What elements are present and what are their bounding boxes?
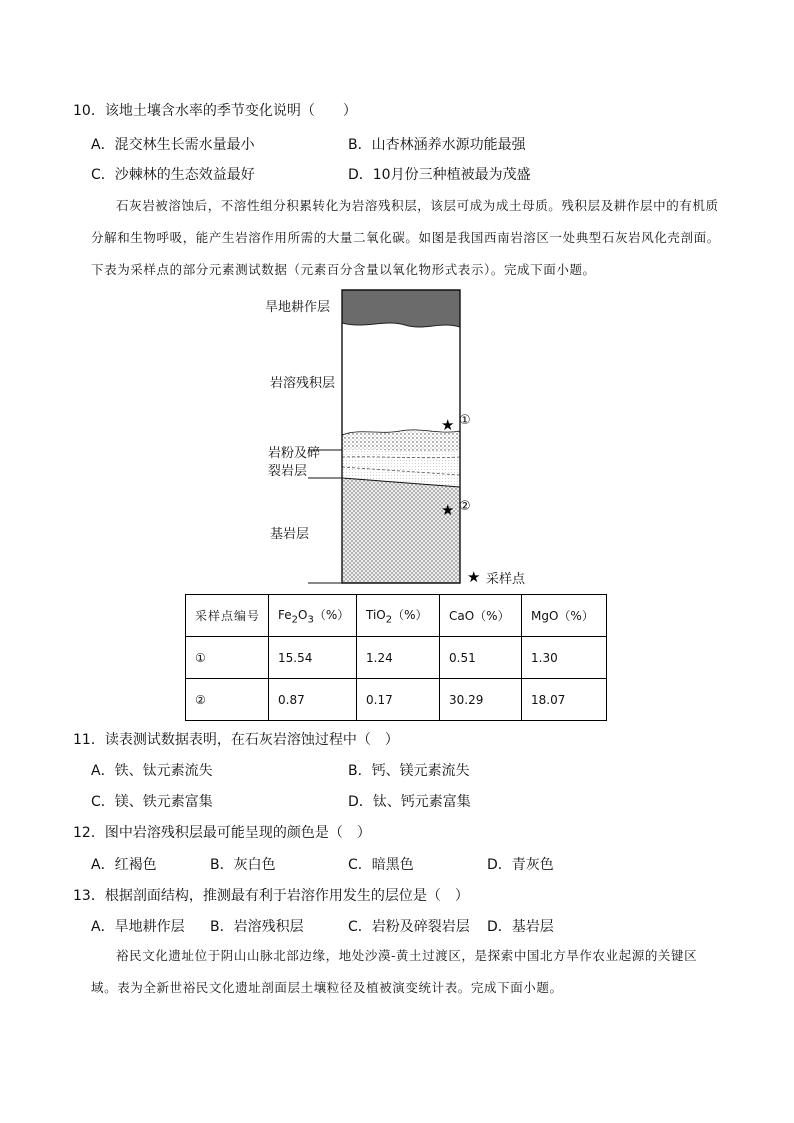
table-cell: 0.87 (269, 679, 357, 721)
q13-option-a: A．旱地耕作层 (91, 919, 185, 935)
q10-option-d: D．10月份三种植被最为茂盛 (348, 167, 531, 183)
q11-option-d: D．钛、钙元素富集 (348, 794, 471, 810)
passage-2: 裕民文化遗址位于阴山山脉北部边缘，地处沙漠-黄土过渡区，是探索中国北方旱作农业起源的关键区域。表为全新世裕民文化遗址剖面层土壤粒径及植被演变统计表。完成下面小题。 (91, 948, 698, 995)
q13-option-b: B．岩溶残积层 (210, 919, 304, 935)
q12-option-b: B．灰白色 (210, 857, 276, 873)
q12-option-a: A．红褐色 (91, 857, 157, 873)
q10-option-c: C．沙棘林的生态效益最好 (91, 167, 255, 183)
q10-option-a: A．混交林生长需水量最小 (91, 137, 255, 153)
table-cell: ① (186, 637, 269, 679)
header-fe2o3: $Fe_2O_3(\%)$ (269, 595, 357, 637)
header-tio2: TiO$_2$（%） (357, 595, 440, 637)
table-cell: 15.54 (269, 637, 357, 679)
q11-stem: 11．读表测试数据表明，在石灰岩溶蚀过程中（ ） (73, 732, 399, 748)
q12-option-d: D．青灰色 (487, 857, 554, 873)
table-cell: 0.51 (440, 637, 522, 679)
label-residual-layer: 岩溶残积层 (270, 376, 336, 391)
q13-stem: 13．根据剖面结构，推测最有利于岩溶作用发生的层位是（ ） (73, 888, 469, 904)
cultivated-layer-fill (342, 290, 460, 327)
q12-option-c: C．暗黑色 (348, 857, 414, 873)
sample-star-1-icon: ★ (441, 416, 455, 434)
table-cell: 30.29 (440, 679, 522, 721)
header-cao: CaO（%） (440, 595, 522, 637)
table-row (186, 679, 607, 721)
table-cell: ② (186, 679, 269, 721)
label-bedrock: 基岩层 (270, 527, 310, 542)
weathering-profile-diagram (240, 285, 560, 590)
q10-option-b: B．山杏林涵养水源功能最强 (348, 137, 526, 153)
q11-option-c: C．镁、铁元素富集 (91, 794, 213, 810)
bedrock-layer-fill (342, 478, 460, 583)
label-cultivated-layer: 旱地耕作层 (265, 300, 331, 315)
table-cell: 0.17 (357, 679, 440, 721)
legend-sample-label: 采样点 (486, 572, 526, 587)
label-rock-powder-2: 裂岩层 (268, 464, 308, 479)
table-cell: 18.07 (522, 679, 607, 721)
sample-marker-2: ② (459, 499, 471, 514)
header-sample-id: 采样点编号 (186, 595, 269, 637)
profile-svg (240, 285, 560, 590)
header-mgo: MgO（%） (522, 595, 607, 637)
legend-star-icon: ★ (467, 568, 481, 586)
passage-1: 石灰岩被溶蚀后，不溶性组分积累转化为岩溶残积层，该层可成为成土母质。残积层及耕作层中的有机质分解和生物呼吸，能产生岩溶作用所需的大量二氧化碳。如图是我国西南岩溶区一处典型石灰岩风化壳剖面。下表为采样点的部分元素测试数据（元素百分含量以氧化物形式表示）。完成下面小题。 (91, 198, 720, 277)
label-rock-powder-1: 岩粉及碎 (268, 446, 321, 461)
q10-stem: 10．该地土壤含水率的季节变化说明（ ） (73, 103, 357, 119)
table-cell: 1.24 (357, 637, 440, 679)
q12-stem: 12．图中岩溶残积层最可能呈现的颜色是（ ） (73, 825, 371, 841)
q11-option-a: A．铁、钛元素流失 (91, 763, 213, 779)
q13-option-d: D．基岩层 (487, 919, 554, 935)
sample-star-2-icon: ★ (441, 501, 455, 519)
q11-option-b: B．钙、镁元素流失 (348, 763, 470, 779)
table-cell: 1.30 (522, 637, 607, 679)
sample-marker-1: ① (459, 413, 471, 428)
element-data-table (185, 594, 607, 721)
q13-option-c: C．岩粉及碎裂岩层 (348, 919, 470, 935)
table-header-row (186, 595, 607, 637)
table-row (186, 637, 607, 679)
